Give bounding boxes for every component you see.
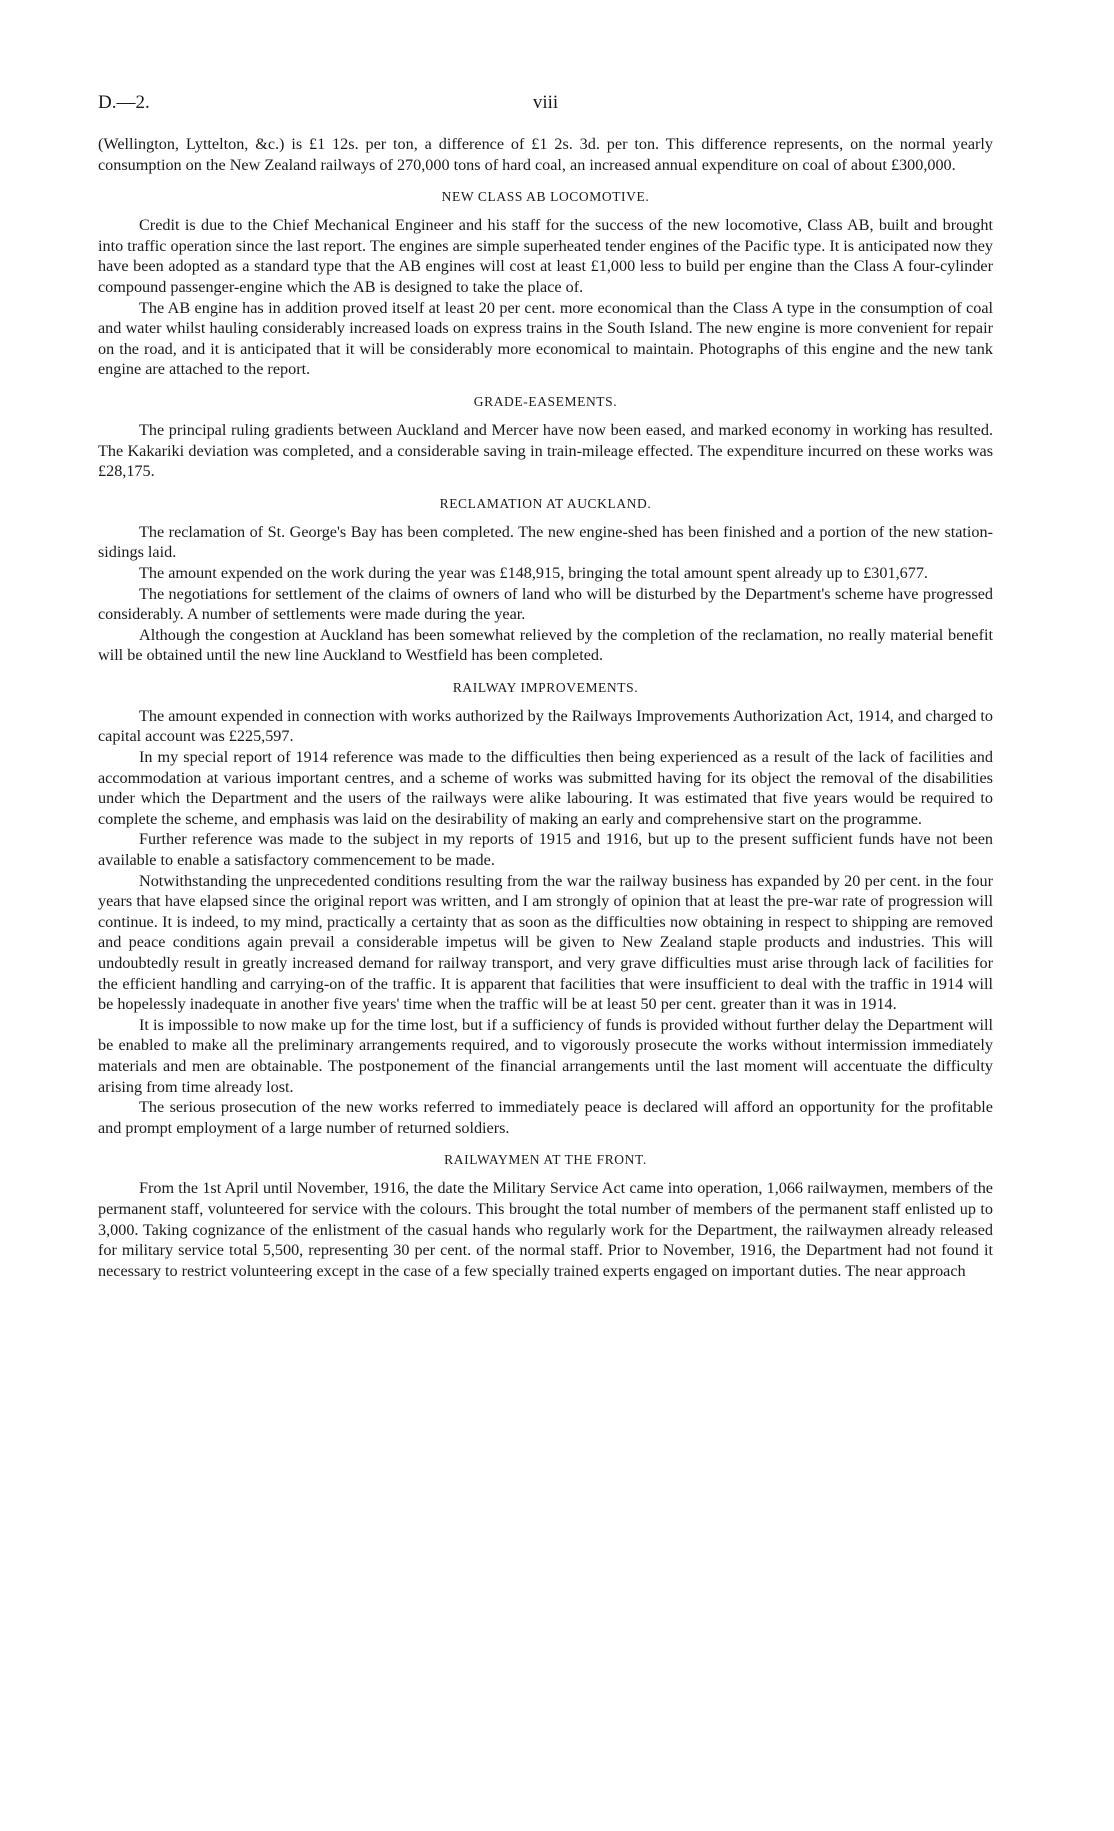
page-header bbox=[98, 92, 993, 122]
paragraph: In my special report of 1914 reference was made to the difficulties then being experienced as a result of the lack of facilities and accommodation at various important centres, and a scheme of works was submitted having for its object the removal of the disabilities under which the Department and the users of the railways were alike labouring. It was estimated that five years would be required to complete the scheme, and emphasis was laid on the desirability of making an early and comprehensive start on the programme. bbox=[98, 748, 993, 828]
document-page bbox=[98, 92, 993, 1812]
paragraph: The amount expended in connection with works authorized by the Railways Improvements Authorization Act, 1914, and charged to capital account was £225,597. bbox=[98, 706, 993, 746]
paragraph: The serious prosecution of the new works referred to immediately peace is declared will afford an opportunity for the profitable and prompt employment of a large number of returned soldiers. bbox=[98, 1098, 993, 1137]
paragraph: It is impossible to now make up for the time lost, but if a sufficiency of funds is provided without further delay the Department will be enabled to make all the preliminary arrangements required, and to vigorously prosecute the works without intermission immediately materials and men are obtainable. The postponement of the financial arrangements until the last moment will accentuate the difficulty arising from time already lost. bbox=[98, 1015, 993, 1096]
section-heading: RAILWAY IMPROVEMENTS. bbox=[452, 679, 639, 695]
document-reference: D.—2. bbox=[98, 92, 150, 113]
paragraph: Credit is due to the Chief Mechanical Engineer and his staff for the success of the new locomotive, Class AB, built and brought into traffic operation since the last report. The engines are simple superheated tender engines of the Pacific type. It is anticipated now they have been adopted as a standard type that the AB engines will cost at least £1,000 less to build per engine than the Class A four-cylinder compound passenger-engine which the AB is designed to take the place of. bbox=[98, 216, 993, 296]
paragraph: The reclamation of St. George's Bay has been completed. The new engine-shed has been finished and a portion of the new station-sidings laid. bbox=[98, 522, 993, 562]
section-heading: RECLAMATION AT AUCKLAND. bbox=[439, 495, 652, 511]
paragraph: Notwithstanding the unprecedented conditions resulting from the war the railway business has expanded by 20 per cent. in the four years that have elapsed since the original report was written, and I am strongly of opinion that at least the pre-war rate of progression will continue. It is indeed, to my mind, practically a certainty that as soon as the difficulties now obtaining in respect to shipping are removed and peace conditions again prevail a considerable impetus will be given to New Zealand staple products and industries. This will undoubtedly result in greatly increased demand for railway transport, and very grave difficulties must arise through lack of facilities for the efficient handling and carrying-on of the traffic. It is apparent that facilities that were insufficient to deal with the traffic in 1914 will be hopelessly inadequate in another five years' time when the traffic will be at least 50 per cent. greater than it was in 1914. bbox=[98, 871, 993, 1014]
section-railway-improvements bbox=[98, 679, 993, 1138]
section-new-class-ab-locomotive bbox=[98, 188, 993, 380]
section-coal-continued bbox=[98, 134, 993, 175]
section-reclamation-at-auckland bbox=[98, 495, 993, 666]
paragraph: Although the congestion at Auckland has been somewhat relieved by the completion of the reclamation, no really material benefit will be obtained until the new line Auckland to Westfield has been completed. bbox=[98, 625, 993, 665]
paragraph: The principal ruling gradients between Auckland and Mercer have now been eased, and marked economy in working has resulted. The Kakariki deviation was completed, and a considerable saving in train-mileage effected. The expenditure incurred on these works was £28,175. bbox=[98, 420, 993, 481]
section-grade-easements bbox=[98, 393, 993, 482]
paragraph: The negotiations for settlement of the claims of owners of land who will be disturbed by the Department's scheme have progressed considerably. A number of settlements were made during the year. bbox=[98, 584, 993, 624]
page-number: viii bbox=[532, 92, 559, 113]
section-heading: NEW CLASS AB LOCOMOTIVE. bbox=[441, 189, 650, 205]
paragraph: (Wellington, Lyttelton, &c.) is £1 12s. per ton, a difference of £1 2s. 3d. per ton. This difference represents, on the normal yearly consumption on the New Zealand railways of 270,000 tons of hard coal, an increased annual expenditure on coal of about £300,000. bbox=[98, 135, 993, 174]
section-heading: RAILWAYMEN AT THE FRONT. bbox=[444, 1152, 647, 1168]
paragraph: The AB engine has in addition proved itself at least 20 per cent. more economical than the Class A type in the consumption of coal and water whilst hauling considerably increased loads on express trains in the South Island. The new engine is more convenient for repair on the road, and it is anticipated that it will be considerably more economical to maintain. Photographs of this engine and the new tank engine are attached to the report. bbox=[98, 298, 993, 379]
section-heading: GRADE-EASEMENTS. bbox=[473, 393, 618, 409]
section-railwaymen-at-the-front bbox=[98, 1151, 993, 1281]
paragraph: The amount expended on the work during the year was £148,915, bringing the total amount spent already up to £301,677. bbox=[139, 563, 928, 582]
paragraph: Further reference was made to the subject in my reports of 1915 and 1916, but up to the present sufficient funds have not been available to enable a satisfactory commencement to be made. bbox=[98, 830, 993, 870]
paragraph: From the 1st April until November, 1916, the date the Military Service Act came into operation, 1,066 railwaymen, members of the permanent staff, volunteered for service with the colours. This brought the total number of members of the permanent staff enlisted up to 3,000. Taking cognizance of the enlistment of the casual hands who regularly work for the Department, the railwaymen already released for military service total 5,500, representing 30 per cent. of the normal staff. Prior to November, 1916, the Department had not found it necessary to restrict volunteering except in the case of a few specially trained experts engaged on important duties. The near approach bbox=[98, 1179, 993, 1280]
